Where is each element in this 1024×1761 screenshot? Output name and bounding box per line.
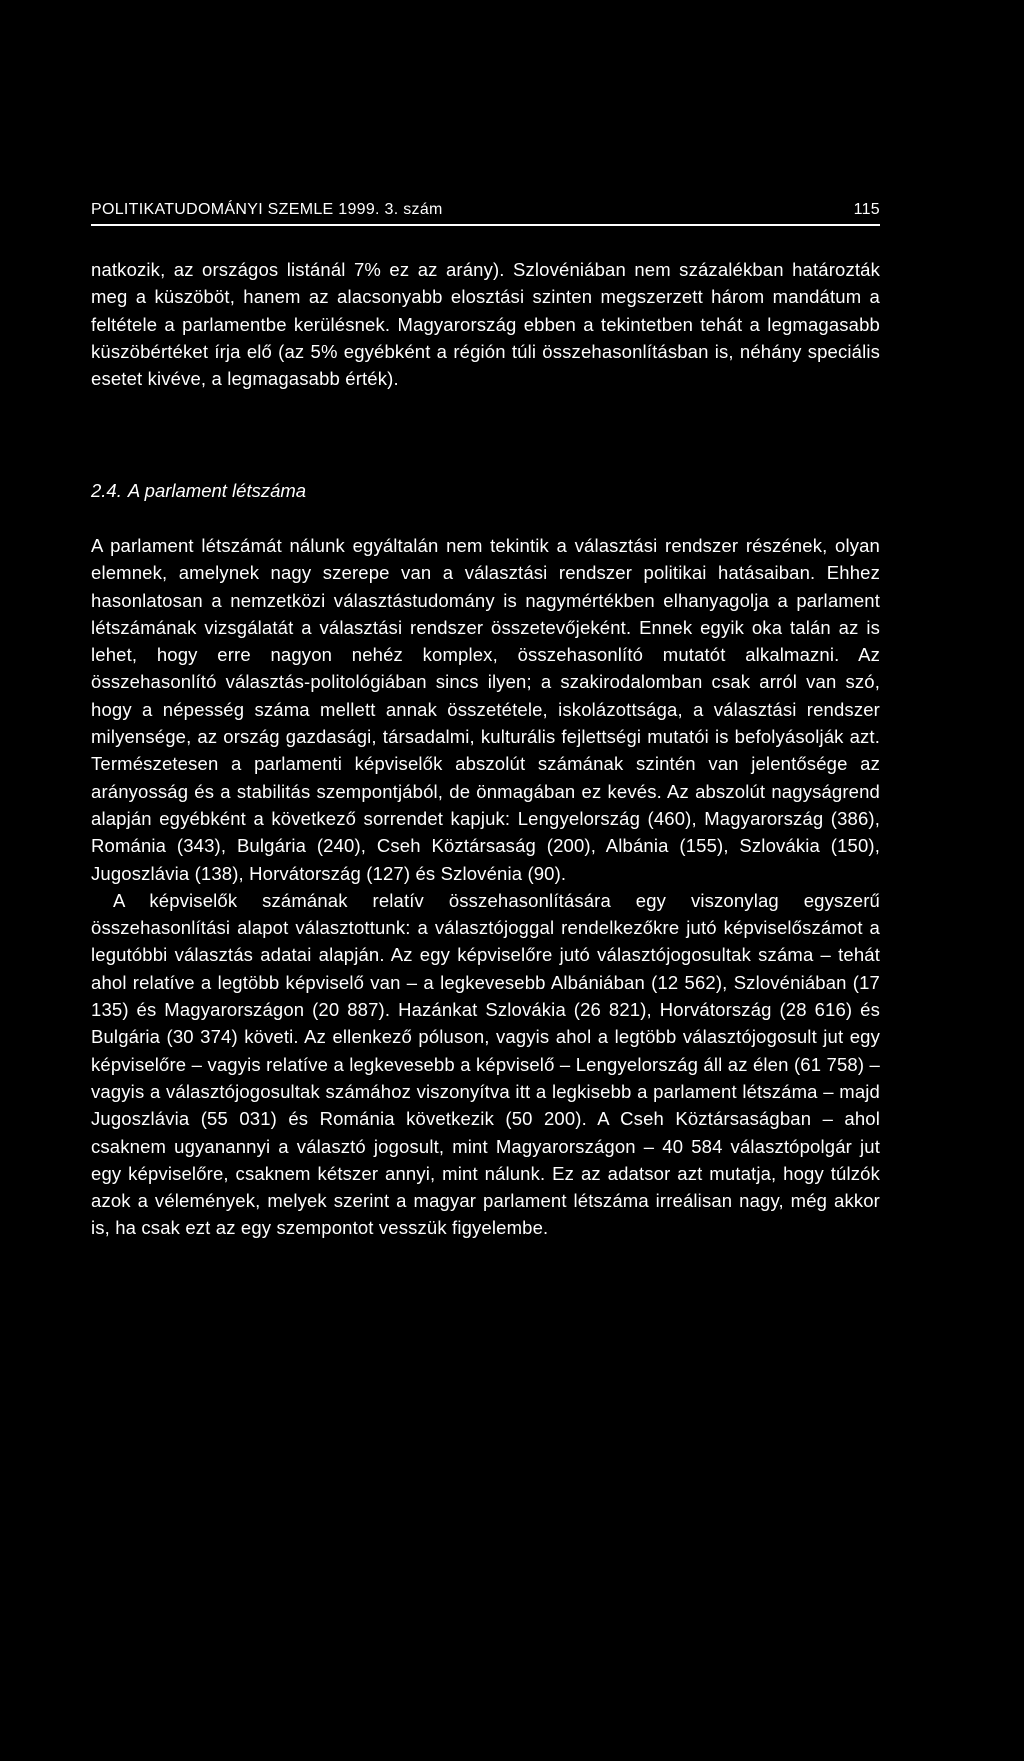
section-title: A parlament létszáma <box>127 480 307 501</box>
journal-title: POLITIKATUDOMÁNYI SZEMLE 1999. 3. szám <box>91 201 443 218</box>
paragraph-2: A képviselők számának relatív összehasonlítására egy viszonylag egyszerű összehasonlítási alapot választottunk: a választójoggal rendelkezőkre jutó képviselőszámot a legutóbbi választás adatai alapján. Az egy képviselőre jutó választójogosultak száma – tehát ahol relatíve a legtöbb képviselő van – a legkevesebb Albániában (12 562), Szlovéniában (17 135) és Magyarországon (20 887). Hazánkat Szlovákia (26 821), Horvátország (28 616) és Bulgária (30 374) követi. Az ellenkező póluson, vagyis ahol a legtöbb választójogosult jut egy képviselőre – vagyis relatíve a legkevesebb a képviselő – Lengyelország áll az élen (61 758) – vagyis a választójogosultak számához viszonyítva itt a legkisebb a parlament létszáma – majd Jugoszlávia (55 031) és Románia következik (50 200). A Cseh Köztársaságban – ahol csaknem ugyanannyi a választó jogosult, mint Magyarországon – 40 584 választópolgár jut egy képviselőre, csaknem kétszer annyi, mint nálunk. Ez az adatsor azt mutatja, hogy túlzók azok a vélemények, melyek szerint a magyar parlament létszáma irreálisan nagy, még akkor is, ha csak ezt az egy szempontot vesszük figyelembe. <box>91 889 880 1239</box>
running-head <box>91 201 880 223</box>
continuation-paragraph: natkozik, az országos listánál 7% ez az arány). Szlovéniában nem százalékban határozták meg a küszöböt, hanem az alacsonyabb elosztási szinten megszerzett három mandátum a feltétele a parlamentbe kerülésnek. Magyarország ebben a tekintetben tehát a legmagasabb küszöbértéket írja elő (az 5% egyébként a régión túli összehasonlításban is, néhány speciális esetet kivéve, a legmagasabb érték). <box>91 259 880 390</box>
continuation-text <box>91 256 880 392</box>
paragraph-1: A parlament létszámát nálunk egyáltalán nem tekintik a választási rendszer részének, olyan elemnek, amelynek nagy szerepe van a választási rendszer politikai hatásaiban. Ehhez hasonlatosan a nemzetközi választástudomány is nagymértékben elhanyagolja a parlament létszámának vizsgálatát a választási rendszer összetevőjeként. Ennek egyik oka talán az is lehet, hogy erre nagyon nehéz komplex, összehasonlító mutatót alkalmazni. Az összehasonlító választás-politológiában sincs ilyen; a szakirodalomban csak arról van szó, hogy a népesség száma mellett annak összetétele, iskolázottsága, a választási rendszer milyensége, az ország gazdasági, társadalmi, kulturális fejlettségi mutatói is befolyásolják azt. Természetesen a parlamenti képviselők abszolút számának szintén van jelentősége az arányosság és a stabilitás szempontjából, de önmagában ez kevés. Az abszolút nagyságrend alapján egyébként a következő sorrendet kapjuk: Lengyelország (460), Magyarország (386), Románia (343), Bulgária (240), Cseh Köztársaság (200), Albánia (155), Szlovákia (150), Jugoszlávia (138), Horvátország (127) és Szlovénia (90). <box>91 535 880 884</box>
section-body <box>91 532 880 1242</box>
page-number: 115 <box>853 201 880 218</box>
section-number: 2.4. <box>91 480 122 501</box>
header-rule <box>91 224 880 226</box>
section-heading <box>91 477 306 505</box>
